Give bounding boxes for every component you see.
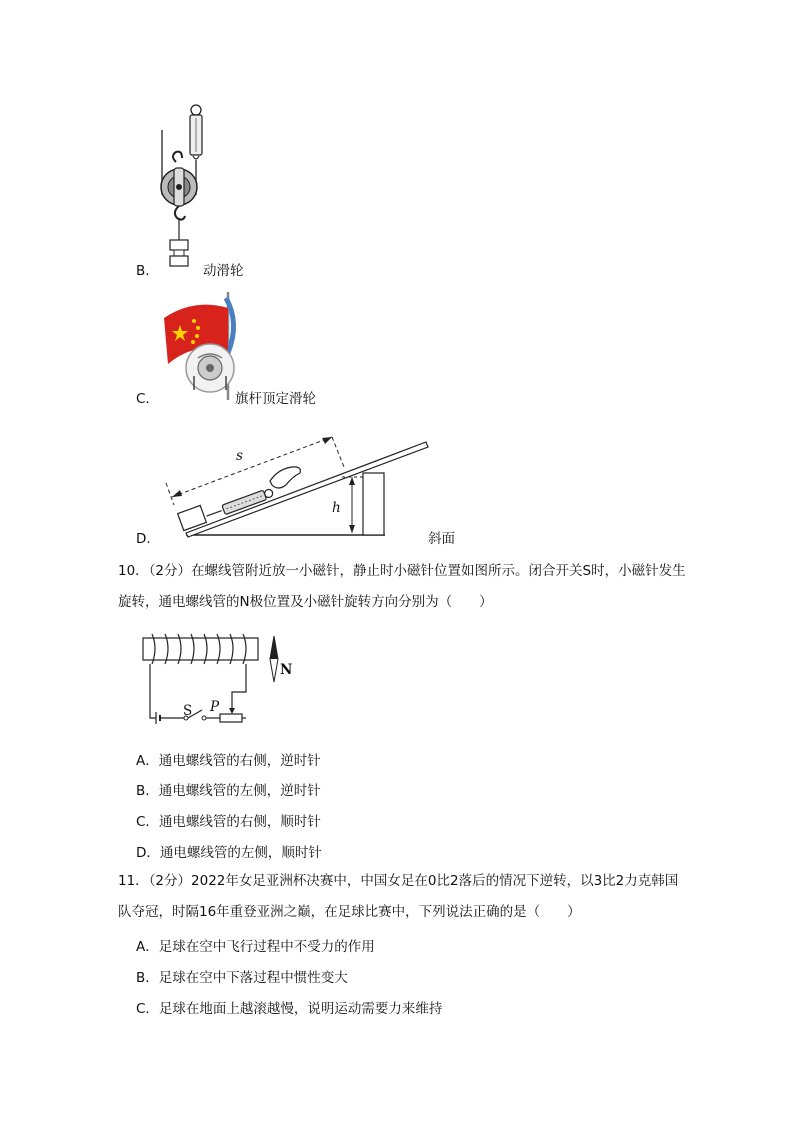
q11-option-b[interactable]: B．足球在空中下落过程中惯性变大 bbox=[136, 970, 348, 986]
option-b-caption: 动滑轮 bbox=[203, 263, 244, 279]
question-10 bbox=[118, 556, 688, 618]
needle-n-label: N bbox=[280, 662, 293, 678]
movable-pulley-figure bbox=[150, 100, 220, 275]
q11-score: （2分） bbox=[148, 873, 192, 889]
option-b-letter: B． bbox=[136, 263, 159, 279]
q10-number: 10． bbox=[118, 563, 149, 579]
q10-option-c[interactable]: C．通电螺线管的右侧，顺时针 bbox=[136, 814, 321, 830]
inclined-plane-figure bbox=[160, 425, 435, 540]
flagpole-pulley-figure bbox=[160, 288, 240, 403]
option-d-caption: 斜面 bbox=[428, 531, 455, 547]
compass-needle-icon bbox=[268, 636, 280, 682]
slider-label: P bbox=[210, 699, 220, 715]
q10-option-d[interactable]: D．通电螺线管的左侧，顺时针 bbox=[136, 845, 322, 861]
question-11 bbox=[118, 866, 688, 928]
q10-option-b[interactable]: B．通电螺线管的左侧，逆时针 bbox=[136, 783, 321, 799]
q10-text: 在螺线管附近放一小磁针，静止时小磁针位置如图所示。闭合开关S时，小磁针发生旋转，通电螺线管的N极位置及小磁针旋转方向分别为（ ） bbox=[118, 563, 686, 610]
label-h: h bbox=[332, 500, 341, 516]
label-s: s bbox=[236, 448, 243, 464]
q11-text: 2022年女足亚洲杯决赛中，中国女足在0比2落后的情况下逆转，以3比2力克韩国队夺冠，时隔16年重登亚洲之巅，在足球比赛中，下列说法正确的是（ ） bbox=[118, 873, 679, 920]
option-d-letter: D． bbox=[136, 531, 160, 547]
q10-score: （2分） bbox=[148, 563, 192, 579]
q11-number: 11． bbox=[118, 873, 149, 889]
option-c-caption: 旗杆顶定滑轮 bbox=[235, 391, 316, 407]
q11-option-a[interactable]: A．足球在空中飞行过程中不受力的作用 bbox=[136, 939, 375, 955]
q10-option-a[interactable]: A．通电螺线管的右侧，逆时针 bbox=[136, 753, 321, 769]
option-c-letter: C． bbox=[136, 391, 159, 407]
switch-label: S bbox=[183, 703, 193, 719]
q11-option-c[interactable]: C．足球在地面上越滚越慢，说明运动需要力来维持 bbox=[136, 1001, 443, 1017]
